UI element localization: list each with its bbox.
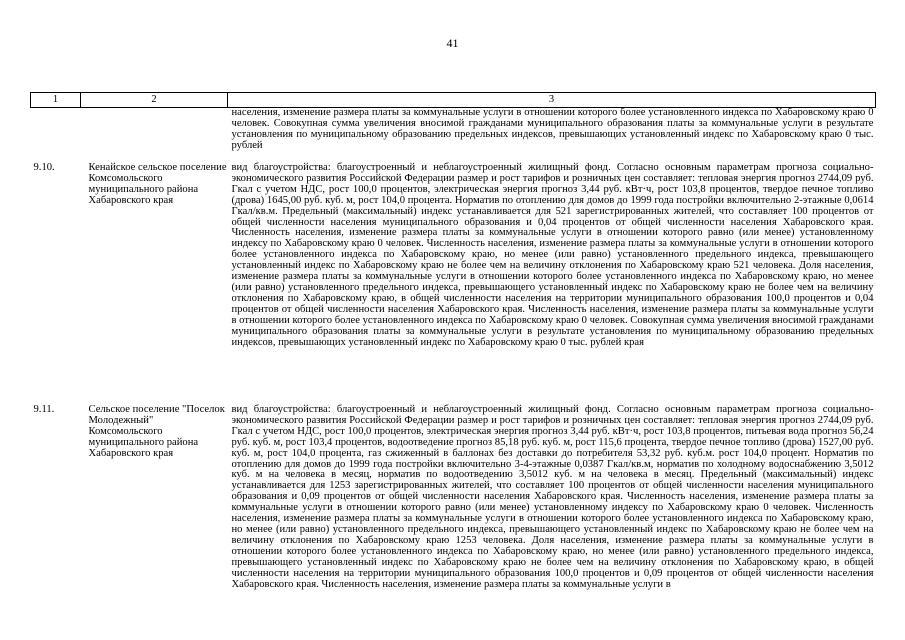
municipality-name: Кенайское сельское поселение Комсомольского муниципального района Хабаровского края	[88, 162, 227, 206]
table-header-row	[31, 93, 876, 108]
row-number: 9.11.	[33, 404, 55, 415]
continuation-text: населения, изменение размера платы за коммунальные услуги в отношении которого более установленного индекса по Хабаровскому краю 0 человек. Совокупная сумма увеличения вносимой гражданами муниципального образования платы за коммунальные услуги в результате установления по муниципальному образованию предельных индексов, превышающих установленный индекс по Хабаровскому краю 0 тыс. рублей	[231, 107, 874, 151]
table-row-continuation	[31, 108, 876, 153]
data-table	[30, 92, 876, 590]
row-description: вид благоустройства: благоустроенный и неблагоустроенный жилищный фонд. Согласно основным параметрам прогноза социально-экономического развития Российской Федерации размер и рост тарифов и розничных цен составляет: тепловая энергия прогноз 2744,09 руб. Гкал с учетом НДС, рост 100,0 процентов, электрическая энергия прогноз 3,44 руб. кВт·ч, рост 103,8 процентов, питьевая вода прогноз 56,24 руб. куб. м, рост 103,4 процентов, водоотведение прогноз 85,18 руб. куб. м, рост 115,6 процента, твердое печное топливо (дрова) 1527,00 руб. куб. м, рост 104,0 процента, газ сжиженный в баллонах без доставки до потребителя 53,32 руб. куб.м. рост 104,0 процент. Норматив по отоплению для домов до 1999 года постройки включительно 3-4-этажные 0,0387 Гкал/кв.м, норматив по холодному водоснабжению 3,5012 куб. м на человека в месяц, норматив по водоотведению 3,5012 куб. м на человека в месяц. Предельный (максимальный) индекс устанавливается для 1253 зарегистрированных жителей, что составляет 100 процентов от общей численности населения муниципального образования и 0,09 процентов от общей численности населения Хабаровского края. Численность населения, изменение размера платы за коммунальные услуги в отношении которого равно (или менее) установленному индексу по Хабаровскому краю 0 человек. Численность населения, изменение размера платы за коммунальные услуги в отношении которого более установленного индекса по Хабаровскому краю, но менее (или равно) установленного предельного индекса, превышающего установленный индекс по Хабаровскому краю не более чем на величину отклонения по Хабаровскому краю 1253 человека. Доля населения, изменение размера платы за коммунальные услуги в отношении которого более установленного индекса по Хабаровскому краю, но менее (или равно) установленного предельного индекса, превышающего установленный индекс по Хабаровскому краю не более чем на величину отклонения по Хабаровскому краю, в общей численности населения на территории муниципального образования 100,0 процентов и 0,09 процентов от общей численности населения Хабаровского края. Численность населения, изменение размера платы за коммунальные услуги в	[231, 404, 874, 590]
row-number: 9.10.	[33, 162, 55, 173]
header-col-number: 1	[31, 93, 81, 108]
header-col-name: 2	[81, 93, 228, 108]
municipality-name: Сельское поселение "Поселок Молодежный" Комсомольского муниципального района Хабаровского края	[88, 404, 225, 459]
table-row	[31, 394, 876, 590]
header-col-description: 3	[228, 93, 876, 108]
page-number: 41	[446, 36, 459, 50]
table-row	[31, 152, 876, 394]
row-description: вид благоустройства: благоустроенный и неблагоустроенный жилищный фонд. Согласно основным параметрам прогноза социально-экономического развития Российской Федерации размер и рост тарифов и розничных цен составляет: тепловая энергия прогноз 2744,09 руб. Гкал с учетом НДС, рост 100,0 процентов, электрическая энергия прогноз 3,44 руб. кВт·ч, рост 103,8 процентов, твердое печное топливо (дрова) 1645,00 руб. куб. м, рост 104,0 процента. Норматив по отоплению для домов до 1999 года постройки включительно 2-этажные 0,0614 Гкал/кв.м. Предельный (максимальный) индекс устанавливается для 521 зарегистрированных жителей, что составляет 100 процентов от общей численности населения муниципального образования и 0,04 процентов от общей численности населения Хабаровского края. Численность населения, изменение размера платы за коммунальные услуги в отношении которого равно (или менее) установленному индексу по Хабаровскому краю 0 человек. Численность населения, изменение размера платы за коммунальные услуги в отношении которого более установленного индекса по Хабаровскому краю, но менее (или равно) установленного предельного индекса, превышающего установленный индекс по Хабаровскому краю не более чем на величину отклонения по Хабаровскому краю 521 человека. Доля населения, изменение размера платы за коммунальные услуги в отношении которого более установленного индекса по Хабаровскому краю, но менее (или равно) установленного предельного индекса, превышающего установленный индекс по Хабаровскому краю не более чем на величину отклонения по Хабаровскому краю, в общей численности населения на территории муниципального образования 100,0 процентов и 0,04 процентов от общей численности населения Хабаровского края. Численность населения, изменение размера платы за коммунальные услуги в отношении которого более установленного индекса по Хабаровскому краю 0 человек. Совокупная сумма увеличения вносимой гражданами муниципального образования платы за коммунальные услуги в результате установления по муниципальному образованию предельных индексов, превышающих установленный индекс по Хабаровскому краю 0 тыс. рублей края	[231, 162, 874, 348]
